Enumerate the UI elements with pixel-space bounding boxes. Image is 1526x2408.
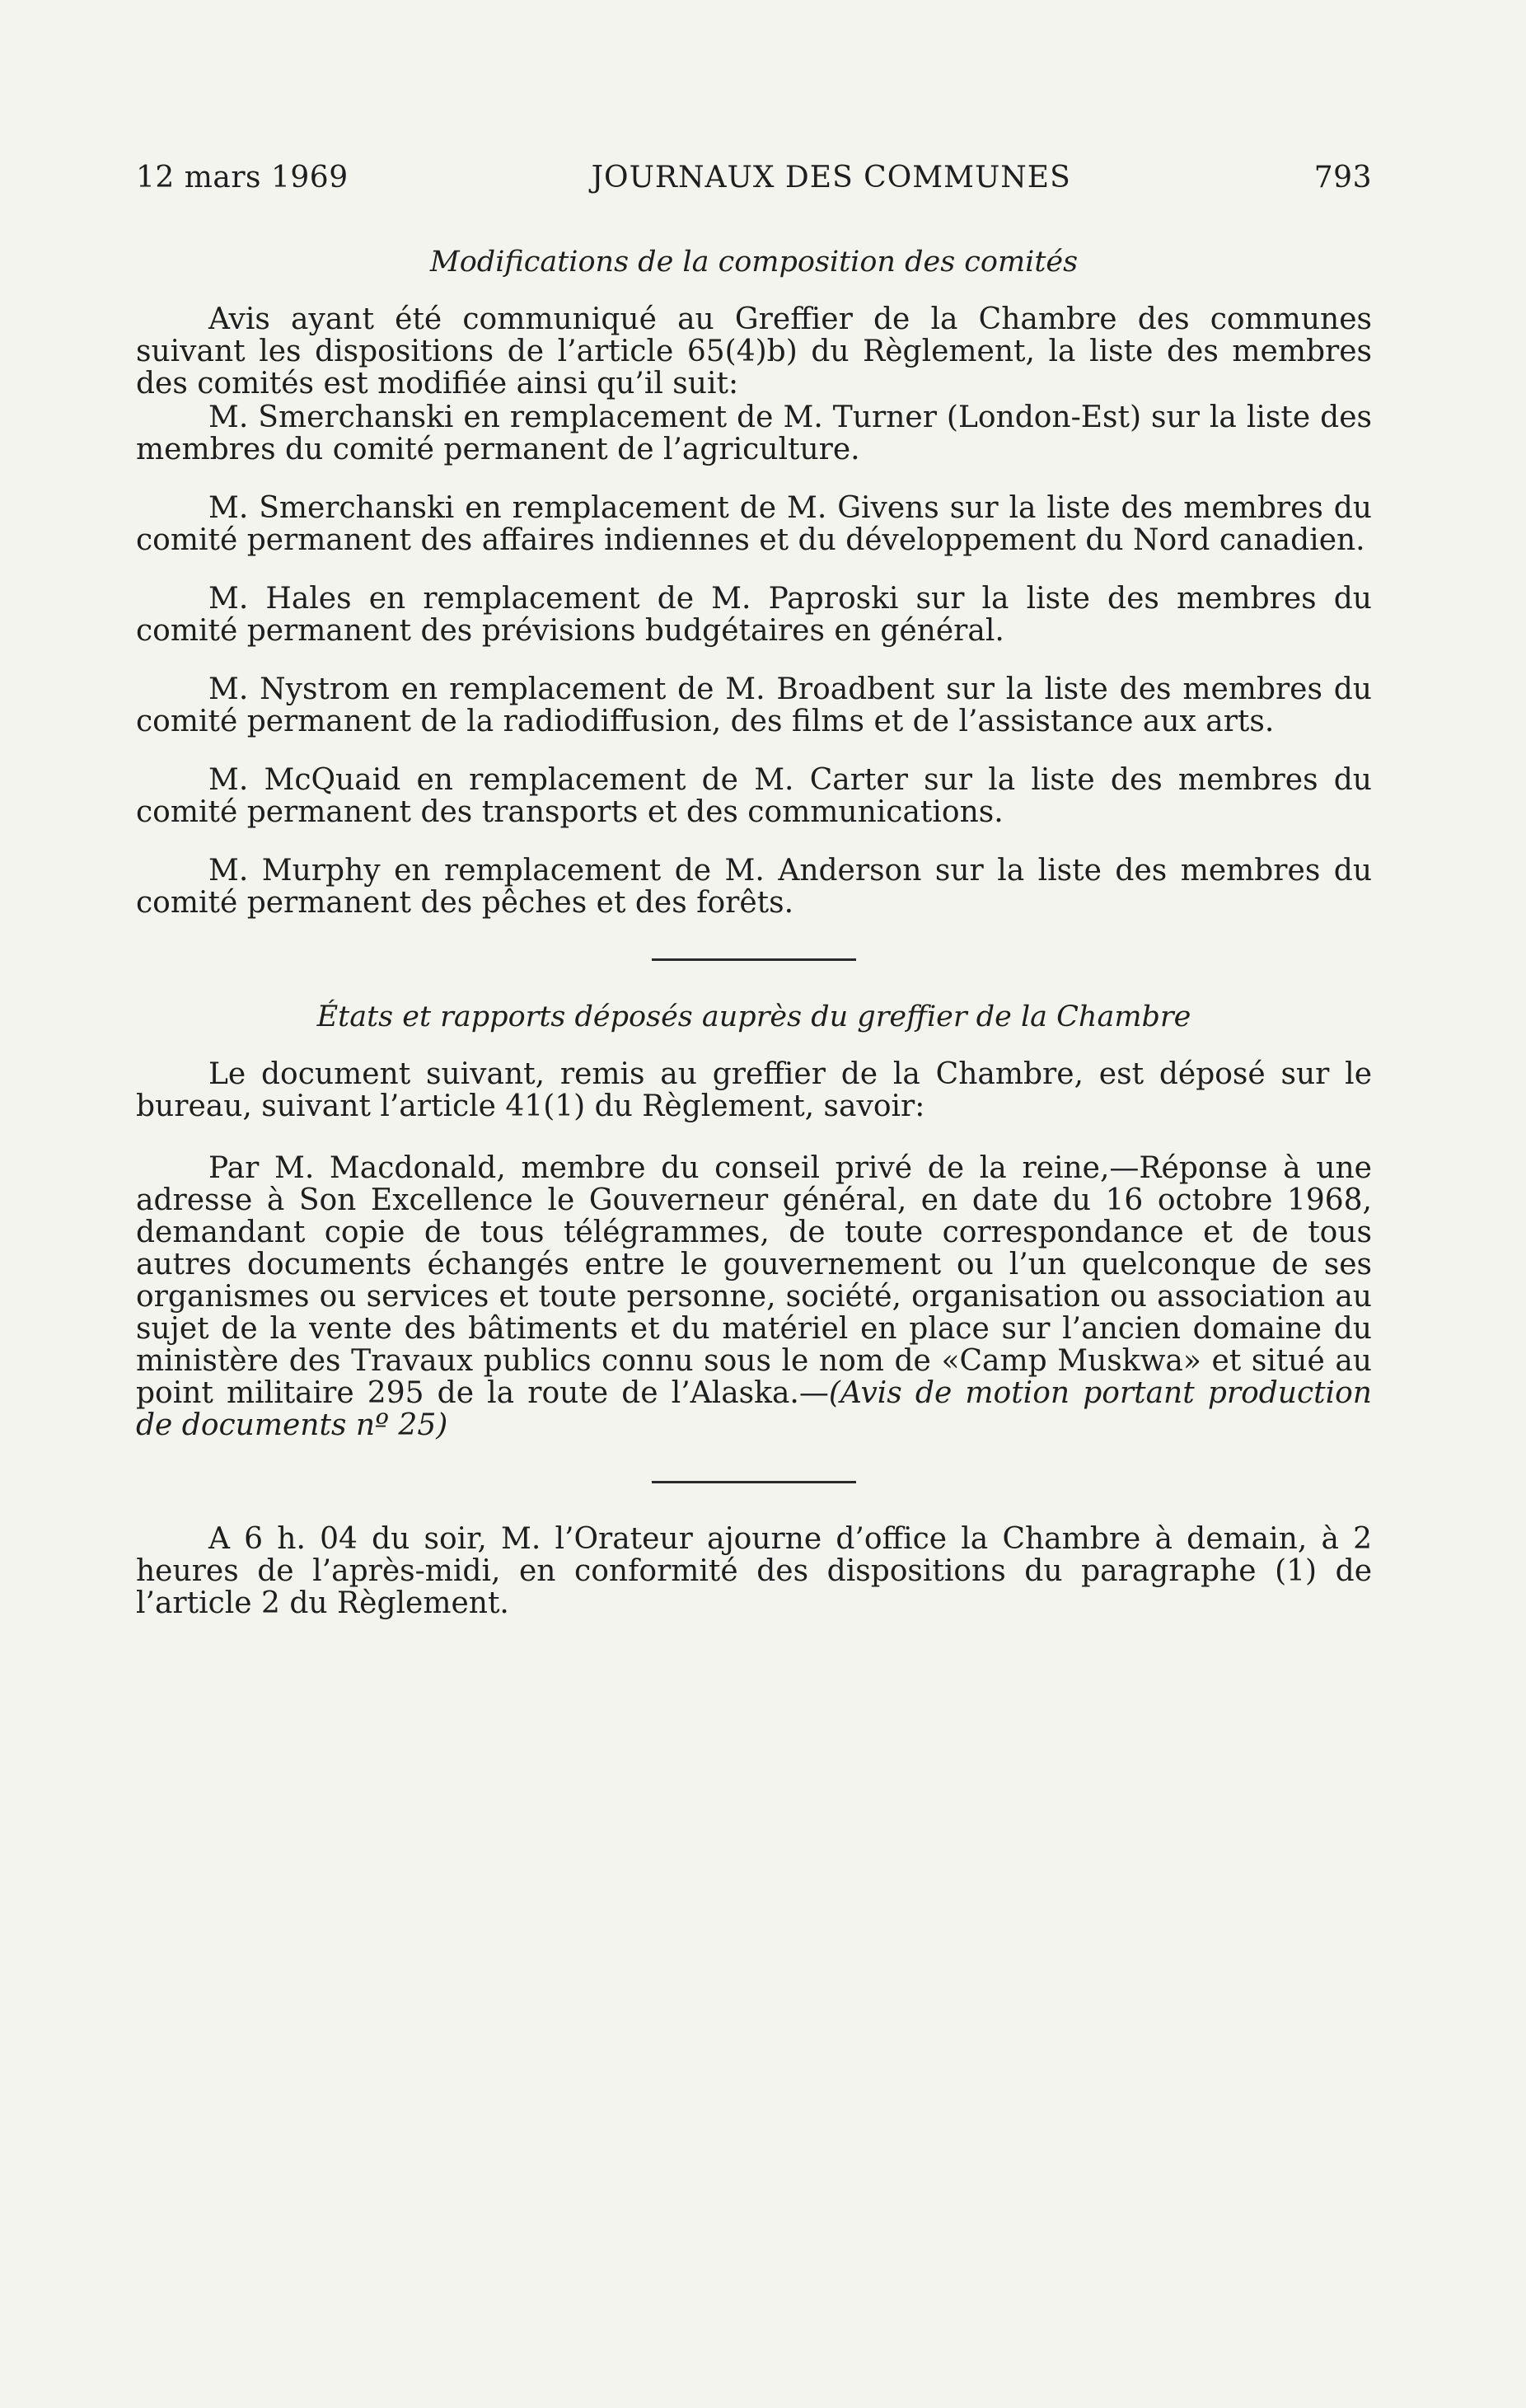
journal-page: [136, 161, 1372, 1619]
header-title: JOURNAUX DES COMMUNES: [591, 161, 1071, 194]
committee-change-item: M. McQuaid en remplacement de M. Carter sur la liste des membres du comité permanent des transports et des communications.: [136, 763, 1372, 829]
committee-change-item: M. Nystrom en remplacement de M. Broadbent sur la liste des membres du comité permanent de la radiodiffusion, des films et de l’assistance aux arts.: [136, 672, 1372, 738]
tabled-documents-intro: Le document suivant, remis au greffier de la Chambre, est déposé sur le bureau, suivant l’article 41(1) du Règlement, savoir:: [136, 1057, 1372, 1123]
section-heading-tabled-documents: États et rapports déposés auprès du greffier de la Chambre: [316, 1000, 1191, 1033]
committee-changes-section: [136, 246, 1372, 919]
tabled-documents-section: [136, 1000, 1372, 1441]
committee-change-item: M. Murphy en remplacement de M. Anderson sur la liste des membres du comité permanent des pêches et des forêts.: [136, 854, 1372, 920]
committee-changes-intro: Avis ayant été communiqué au Greffier de la Chambre des communes suivant les dispositions de l’article 65(4)b) du Règlement, la liste des membres des comités est modifiée ainsi qu’il suit:: [136, 302, 1372, 401]
section-heading-committees: Modifications de la composition des comités: [429, 246, 1079, 279]
committee-change-item: M. Hales en remplacement de M. Paproski sur la liste des membres du comité permanent des prévisions budgétaires en général.: [136, 582, 1372, 648]
running-header: [136, 161, 1372, 194]
tabled-document-text: Par M. Macdonald, membre du conseil privé de la reine,—Réponse à une adresse à Son Excellence le Gouverneur général, en date du 16 octobre 1968, demandant copie de tous télégrammes, de toute correspondance et de tous autres documents échangés entre le gouvernement ou l’un quelconque de ses organismes ou services et toute personne, société, organisation ou association au sujet de la vente des bâtiments et du matériel en place sur l’ancien domaine du ministère des Travaux publics connu sous le nom de «Camp Muskwa» et situé au point militaire 295 de la route de l’Alaska.—: [136, 1151, 1372, 1410]
adjournment-paragraph: A 6 h. 04 du soir, M. l’Orateur ajourne d’office la Chambre à demain, à 2 heures de l’après-midi, en conformité des dispositions du paragraphe (1) de l’article 2 du Règlement.: [136, 1522, 1372, 1620]
committee-change-item: M. Smerchanski en remplacement de M. Turner (London-Est) sur la liste des membres du comité permanent de l’agriculture.: [136, 401, 1372, 466]
committee-change-item: M. Smerchanski en remplacement de M. Givens sur la liste des membres du comité permanent des affaires indiennes et du développement du Nord canadien.: [136, 491, 1372, 557]
page-number: 793: [1313, 161, 1372, 194]
tabled-document-reference: (Avis de motion portant production de documents nº 25): [136, 1376, 1372, 1442]
section-divider: [652, 1481, 856, 1483]
tabled-document-entry: [136, 1152, 1372, 1441]
section-divider: [652, 958, 856, 961]
header-date: 12 mars 1969: [136, 161, 349, 194]
